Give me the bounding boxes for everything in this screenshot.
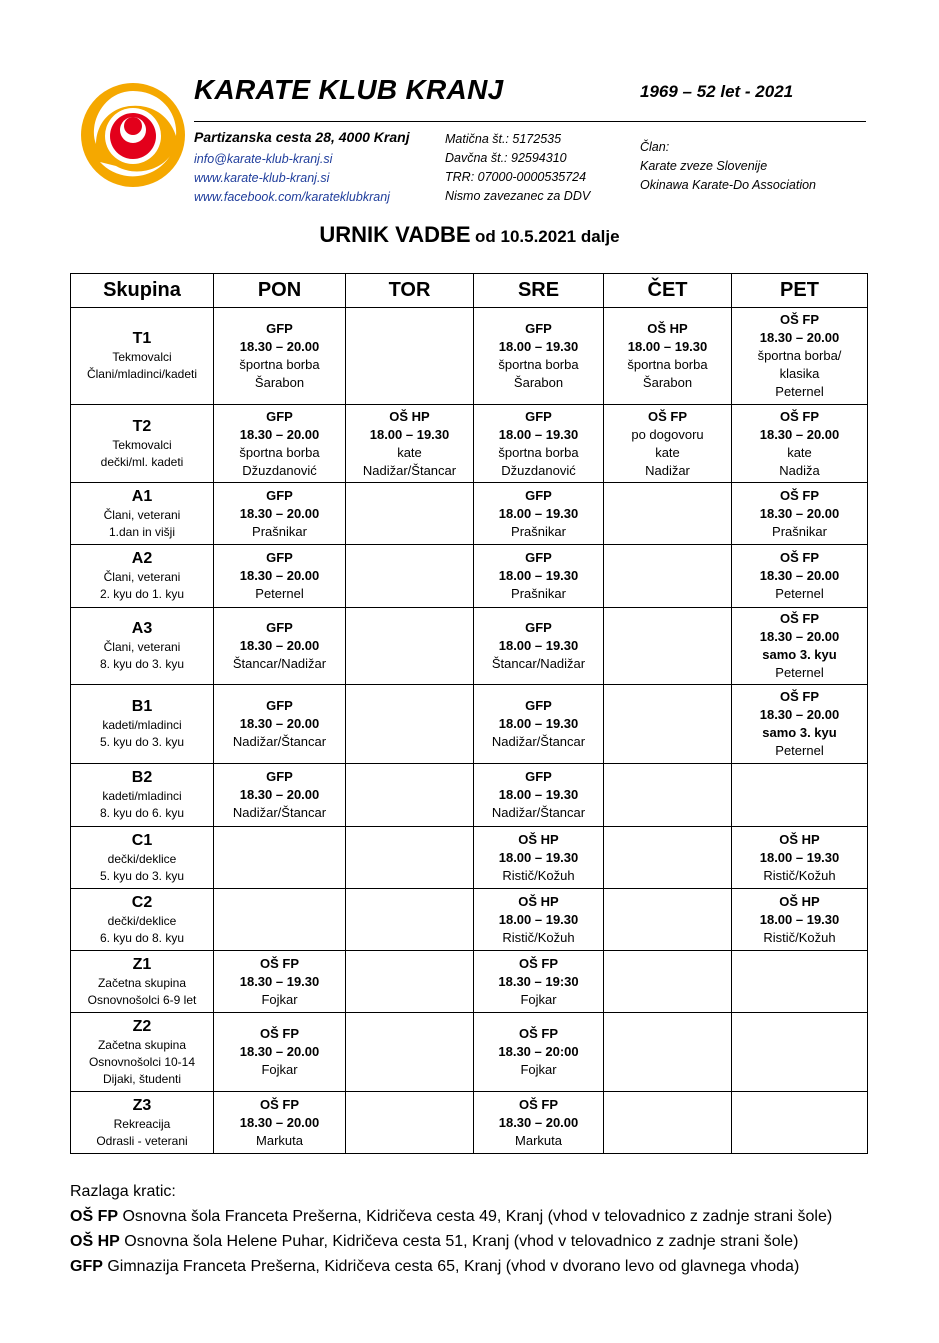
legend-abbreviation: OŠ FP <box>70 1208 119 1225</box>
trainer-name: Džuzdanović <box>501 462 576 478</box>
group-code: A3 <box>131 620 153 637</box>
activity-note: kate <box>655 444 680 460</box>
tax-number: Davčna št.: 92594310 <box>445 151 567 165</box>
activity-note: samo 3. kyu <box>762 725 837 740</box>
group-description: Osnovnošolci 6-9 let <box>87 992 197 1007</box>
time-range: 18.00 – 19.30 <box>759 911 840 927</box>
time-range: 18.30 – 20.00 <box>239 426 320 442</box>
trainer-name: Nadiža <box>779 462 820 478</box>
trainer-name: Šarabon <box>642 375 693 390</box>
group-cell <box>71 764 214 827</box>
website-link[interactable]: www.karate-klub-kranj.si <box>194 171 330 185</box>
group-description: Tekmovalci <box>112 437 172 452</box>
anniversary-text: 1969 – 52 let - 2021 <box>640 82 794 101</box>
location-label: GFP <box>525 620 552 635</box>
trainer-name: Ristič/Kožuh <box>763 929 836 945</box>
group-description: Dijaki, študenti <box>102 1071 182 1086</box>
time-range: 18.30 – 20.00 <box>759 505 840 521</box>
trainer-name: Prašnikar <box>511 523 566 539</box>
schedule-cell <box>474 951 604 1013</box>
schedule-table <box>70 273 868 1154</box>
table-row <box>71 308 868 405</box>
location-label: GFP <box>525 408 552 424</box>
schedule-header-row <box>71 274 868 308</box>
group-code: Z3 <box>132 1096 152 1114</box>
trainer-name: Džuzdanović <box>242 462 317 478</box>
trainer-name: Peternel <box>255 586 304 601</box>
legend-heading: Razlaga kratic: <box>70 1183 176 1200</box>
contact-links <box>194 150 390 207</box>
trainer-name: Fojkar <box>520 991 557 1007</box>
time-range: 18.00 – 19.30 <box>498 339 579 354</box>
column-header: SRE <box>474 274 604 308</box>
schedule-cell <box>214 685 346 764</box>
schedule-cell <box>604 1013 732 1092</box>
trainer-name: Ristič/Kožuh <box>763 867 836 883</box>
table-row <box>71 545 868 608</box>
club-logo <box>78 82 188 188</box>
group-cell <box>71 951 214 1013</box>
registration-number: Matična št.: 5172535 <box>445 132 562 146</box>
group-cell <box>71 308 214 405</box>
time-range: 18.00 – 19.30 <box>759 849 840 865</box>
time-range: 18.30 – 20.00 <box>239 339 320 354</box>
time-range: 18.30 – 20.00 <box>239 568 320 583</box>
location-label: GFP <box>266 620 293 635</box>
location-label: GFP <box>525 769 552 784</box>
vat-note: Nismo zavezanec za DDV <box>445 189 591 203</box>
legend <box>70 1179 832 1279</box>
trainer-name: Nadižar/Štancar <box>491 734 586 749</box>
column-header: PET <box>732 274 868 308</box>
time-range: 18.30 – 20.00 <box>239 1114 320 1130</box>
company-ids <box>445 130 590 206</box>
activity-note: kate <box>397 444 422 460</box>
member-label: Član: <box>640 140 670 154</box>
schedule-cell <box>474 1013 604 1092</box>
location-label: OŠ HP <box>518 893 559 909</box>
table-row <box>71 405 868 483</box>
table-row <box>71 889 868 951</box>
time-range: 18.30 – 20.00 <box>239 716 320 731</box>
time-range: 18.30 – 20.00 <box>498 1114 579 1130</box>
schedule-title <box>0 222 939 248</box>
schedule-body <box>71 308 868 1154</box>
group-cell <box>71 483 214 545</box>
schedule-cell <box>732 951 868 1013</box>
time-range: 18.00 – 19.30 <box>498 568 579 583</box>
trainer-name: Ristič/Kožuh <box>502 929 575 945</box>
club-address: Partizanska cesta 28, 4000 Kranj <box>194 129 410 145</box>
trainer-name: Peternel <box>775 384 824 399</box>
group-description: Odrasli - veterani <box>96 1133 188 1148</box>
column-header: Skupina <box>71 274 214 308</box>
schedule-cell <box>474 1092 604 1154</box>
group-code: A2 <box>131 550 153 567</box>
group-description: Osnovnošolci 10-14 <box>88 1054 196 1069</box>
header-divider <box>194 121 866 122</box>
trainer-name: Šarabon <box>254 375 305 390</box>
location-label: OŠ FP <box>779 487 819 503</box>
group-description: dečki/ml. kadeti <box>100 454 184 469</box>
time-range: 18.00 – 19.30 <box>498 911 579 927</box>
group-description: Člani, veterani <box>103 640 181 654</box>
bank-account: TRR: 07000-0000535724 <box>445 170 587 184</box>
location-label: GFP <box>525 487 552 503</box>
time-range: 18.30 – 20.00 <box>759 707 840 722</box>
group-cell <box>71 608 214 685</box>
activity-note: po dogovoru <box>631 426 704 442</box>
group-cell <box>71 545 214 608</box>
schedule-cell <box>604 308 732 405</box>
group-description: Člani/mladinci/kadeti <box>86 367 198 381</box>
schedule-cell <box>604 764 732 827</box>
group-description: kadeti/mladinci <box>102 718 182 732</box>
location-label: GFP <box>266 769 293 784</box>
schedule-cell <box>604 608 732 685</box>
trainer-name: Prašnikar <box>252 523 307 539</box>
group-cell <box>71 1013 214 1092</box>
schedule-cell <box>346 951 474 1013</box>
group-description: 5. kyu do 3. kyu <box>99 868 185 883</box>
trainer-name: Prašnikar <box>511 586 566 601</box>
trainer-name: Nadižar <box>645 462 690 478</box>
trainer-name: Nadižar/Štancar <box>362 462 457 478</box>
schedule-cell <box>214 308 346 405</box>
trainer-name: Fojkar <box>261 991 298 1007</box>
location-label: OŠ HP <box>779 893 820 909</box>
schedule-cell <box>732 1013 868 1092</box>
group-code: T2 <box>132 417 152 435</box>
schedule-cell <box>604 545 732 608</box>
location-label: GFP <box>266 321 293 336</box>
time-range: 18.30 – 20.00 <box>239 1044 320 1059</box>
table-row <box>71 951 868 1013</box>
email-link[interactable]: info@karate-klub-kranj.si <box>194 152 333 166</box>
schedule-cell <box>732 308 868 405</box>
schedule-cell <box>214 889 346 951</box>
time-range: 18.00 – 19.30 <box>498 787 579 802</box>
group-description: Člani, veterani <box>103 570 181 584</box>
trainer-name: Peternel <box>775 665 824 680</box>
activity-note: športna borba/ <box>757 348 842 363</box>
trainer-name: Šarabon <box>513 375 564 390</box>
group-description: kadeti/mladinci <box>102 789 182 803</box>
trainer-name: Markuta <box>256 1132 303 1148</box>
club-name: KARATE KLUB KRANJ <box>194 74 504 105</box>
schedule-cell <box>604 1092 732 1154</box>
schedule-cell <box>214 405 346 483</box>
location-label: GFP <box>266 408 293 424</box>
table-row <box>71 1092 868 1154</box>
location-label: OŠ FP <box>259 1096 299 1112</box>
group-description: dečki/deklice <box>107 913 177 928</box>
location-label: OŠ HP <box>389 408 430 424</box>
trainer-name: Peternel <box>775 743 824 758</box>
schedule-cell <box>474 685 604 764</box>
legend-item <box>70 1229 832 1254</box>
schedule-cell <box>214 827 346 889</box>
schedule-cell <box>346 1013 474 1092</box>
schedule-cell <box>732 827 868 889</box>
time-range: 18.00 – 19.30 <box>498 716 579 731</box>
table-row <box>71 764 868 827</box>
schedule-cell <box>732 545 868 608</box>
table-row <box>71 483 868 545</box>
trainer-name: Peternel <box>775 586 824 601</box>
activity-note: klasika <box>779 366 820 381</box>
group-code: C1 <box>131 831 153 849</box>
schedule-cell <box>346 405 474 483</box>
location-label: GFP <box>525 321 552 336</box>
location-label: OŠ FP <box>779 611 819 626</box>
legend-item <box>70 1204 832 1229</box>
group-code: Z1 <box>132 955 152 973</box>
group-description: dečki/deklice <box>107 851 177 866</box>
legend-abbreviation: OŠ HP <box>70 1233 120 1250</box>
activity-note: športna borba <box>498 444 579 460</box>
column-header: ČET <box>604 274 732 308</box>
member-org-1: Karate zveze Slovenije <box>640 159 768 173</box>
schedule-cell <box>604 405 732 483</box>
time-range: 18.00 – 19.30 <box>498 505 579 521</box>
schedule-cell <box>346 1092 474 1154</box>
group-description: Začetna skupina <box>97 1037 187 1052</box>
group-code: A1 <box>131 487 153 505</box>
time-range: 18.30 – 20:00 <box>498 1044 579 1059</box>
group-description: Začetna skupina <box>97 975 187 990</box>
location-label: OŠ FP <box>518 1096 558 1112</box>
time-range: 18.00 – 19.30 <box>498 426 579 442</box>
trainer-name: Nadižar/Štancar <box>491 805 586 820</box>
schedule-cell <box>214 483 346 545</box>
schedule-title-sub: od 10.5.2021 dalje <box>475 227 620 246</box>
activity-note: samo 3. kyu <box>762 647 837 662</box>
time-range: 18.30 – 19.30 <box>239 973 320 989</box>
schedule-cell <box>732 685 868 764</box>
location-label: OŠ FP <box>518 955 558 971</box>
schedule-cell <box>346 764 474 827</box>
time-range: 18.30 – 20.00 <box>759 629 840 644</box>
schedule-cell <box>346 308 474 405</box>
column-header: PON <box>214 274 346 308</box>
schedule-title-main: URNIK VADBE <box>319 222 471 247</box>
time-range: 18.00 – 19.30 <box>498 638 579 653</box>
table-row <box>71 1013 868 1092</box>
activity-note: športna borba <box>627 357 708 372</box>
schedule-cell <box>346 483 474 545</box>
time-range: 18.00 – 19.30 <box>498 849 579 865</box>
group-code: T1 <box>132 330 152 347</box>
activity-note: športna borba <box>239 444 320 460</box>
schedule-cell <box>732 1092 868 1154</box>
location-label: GFP <box>266 487 293 503</box>
activity-note: športna borba <box>498 357 579 372</box>
schedule-cell <box>474 405 604 483</box>
location-label: OŠ FP <box>779 408 819 424</box>
location-label: GFP <box>266 550 293 565</box>
membership-info <box>640 138 816 195</box>
activity-note: kate <box>787 444 812 460</box>
group-description: 8. kyu do 3. kyu <box>99 657 185 671</box>
schedule-cell <box>214 951 346 1013</box>
time-range: 18.30 – 20.00 <box>239 505 320 521</box>
trainer-name: Štancar/Nadižar <box>491 656 586 671</box>
group-description: Člani, veterani <box>103 507 181 522</box>
trainer-name: Fojkar <box>520 1062 557 1077</box>
schedule-cell <box>604 685 732 764</box>
schedule-cell <box>214 764 346 827</box>
facebook-link[interactable]: www.facebook.com/karateklubkranj <box>194 190 390 204</box>
schedule-cell <box>346 608 474 685</box>
location-label: OŠ FP <box>518 1026 558 1041</box>
schedule-cell <box>214 1013 346 1092</box>
schedule-cell <box>474 889 604 951</box>
table-row <box>71 685 868 764</box>
location-label: OŠ FP <box>259 955 299 971</box>
trainer-name: Štancar/Nadižar <box>232 656 327 671</box>
schedule-cell <box>474 545 604 608</box>
schedule-cell <box>214 1092 346 1154</box>
legend-description: Osnovna šola Franceta Prešerna, Kidričeva cesta 49, Kranj (vhod v telovadnico z zadnje strani šole) <box>122 1208 833 1225</box>
location-label: GFP <box>525 698 552 713</box>
schedule-cell <box>604 827 732 889</box>
trainer-name: Nadižar/Štancar <box>232 734 327 749</box>
group-description: 8. kyu do 6. kyu <box>99 806 185 820</box>
time-range: 18.00 – 19.30 <box>369 426 450 442</box>
schedule-cell <box>474 483 604 545</box>
group-description: 6. kyu do 8. kyu <box>99 930 185 945</box>
schedule-cell <box>214 545 346 608</box>
schedule-cell <box>732 483 868 545</box>
schedule-cell <box>474 608 604 685</box>
schedule-cell <box>732 889 868 951</box>
location-label: OŠ HP <box>779 831 820 847</box>
time-range: 18.30 – 19:30 <box>498 973 579 989</box>
location-label: GFP <box>266 698 293 713</box>
schedule-cell <box>346 545 474 608</box>
group-description: Rekreacija <box>113 1116 171 1131</box>
schedule-cell <box>604 889 732 951</box>
schedule-cell <box>732 405 868 483</box>
group-code: B2 <box>131 769 153 786</box>
trainer-name: Prašnikar <box>772 523 827 539</box>
schedule-cell <box>214 608 346 685</box>
time-range: 18.30 – 20.00 <box>759 426 840 442</box>
table-row <box>71 827 868 889</box>
group-code: C2 <box>131 893 153 911</box>
location-label: OŠ FP <box>779 550 819 565</box>
time-range: 18.00 – 19.30 <box>627 339 708 354</box>
group-cell <box>71 405 214 483</box>
schedule-cell <box>474 827 604 889</box>
legend-abbreviation: GFP <box>70 1258 103 1275</box>
location-label: OŠ FP <box>259 1026 299 1041</box>
trainer-name: Markuta <box>515 1132 562 1148</box>
schedule-cell <box>474 764 604 827</box>
location-label: GFP <box>525 550 552 565</box>
legend-description: Osnovna šola Helene Puhar, Kidričeva cesta 51, Kranj (vhod v telovadnico z zadnje strani šole) <box>124 1233 799 1250</box>
trainer-name: Nadižar/Štancar <box>232 805 327 820</box>
time-range: 18.30 – 20.00 <box>239 787 320 802</box>
schedule-cell <box>346 827 474 889</box>
group-description: 2. kyu do 1. kyu <box>99 587 185 601</box>
group-cell <box>71 827 214 889</box>
member-org-2: Okinawa Karate-Do Association <box>640 178 817 192</box>
activity-note: športna borba <box>239 357 320 372</box>
schedule-cell <box>732 608 868 685</box>
group-code: Z2 <box>132 1017 152 1035</box>
time-range: 18.30 – 20.00 <box>759 330 840 345</box>
location-label: OŠ FP <box>779 689 819 704</box>
column-header: TOR <box>346 274 474 308</box>
group-description: 5. kyu do 3. kyu <box>99 735 185 749</box>
group-code: B1 <box>131 698 153 715</box>
location-label: OŠ HP <box>518 831 559 847</box>
legend-description: Gimnazija Franceta Prešerna, Kidričeva cesta 65, Kranj (vhod v dvorano levo od glavnega vhoda) <box>107 1258 800 1275</box>
schedule-cell <box>604 951 732 1013</box>
group-cell <box>71 889 214 951</box>
group-cell <box>71 1092 214 1154</box>
schedule-cell <box>346 685 474 764</box>
group-cell <box>71 685 214 764</box>
trainer-name: Fojkar <box>261 1062 298 1077</box>
trainer-name: Ristič/Kožuh <box>502 867 575 883</box>
schedule-cell <box>732 764 868 827</box>
schedule-cell <box>474 308 604 405</box>
location-label: OŠ HP <box>647 321 688 336</box>
location-label: OŠ FP <box>779 312 819 327</box>
legend-items <box>70 1204 832 1279</box>
table-row <box>71 608 868 685</box>
group-description: Tekmovalci <box>112 350 172 364</box>
time-range: 18.30 – 20.00 <box>239 638 320 653</box>
legend-item <box>70 1254 832 1279</box>
time-range: 18.30 – 20.00 <box>759 568 840 583</box>
schedule-cell <box>346 889 474 951</box>
location-label: OŠ FP <box>647 408 687 424</box>
schedule-cell <box>604 483 732 545</box>
group-description: 1.dan in višji <box>108 524 176 539</box>
